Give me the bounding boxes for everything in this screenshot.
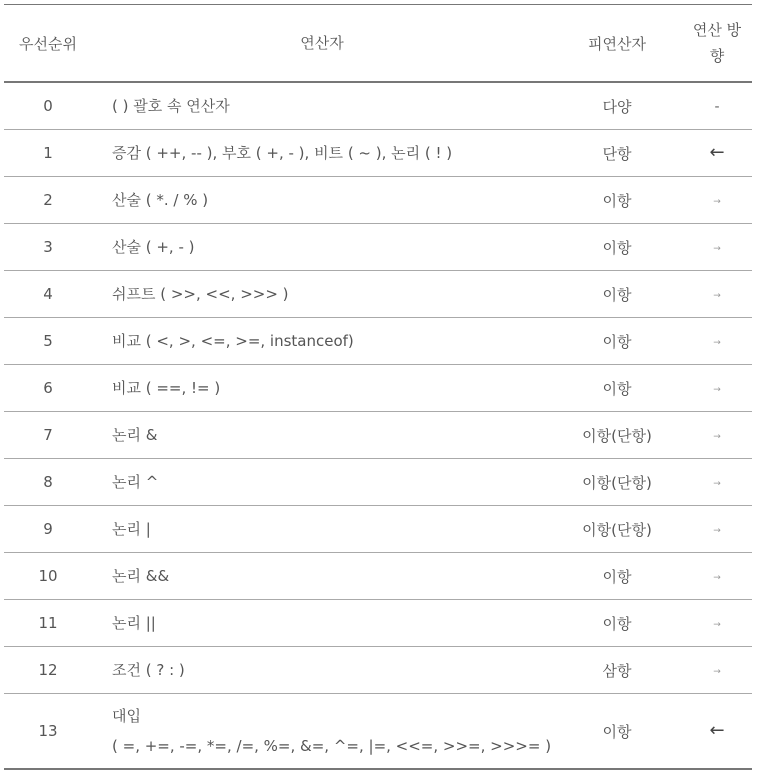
priority-cell: 13 — [38, 722, 58, 740]
direction-cell — [682, 186, 752, 215]
left-arrow-icon: ← — [709, 720, 725, 741]
table-row — [4, 412, 752, 459]
operator-cell — [92, 467, 552, 497]
direction-cell — [682, 656, 752, 685]
priority-cell: 5 — [43, 332, 53, 350]
right-arrow-icon: → — [713, 243, 721, 254]
direction-cell — [682, 718, 752, 744]
operator-cell — [92, 561, 552, 591]
right-arrow-icon: → — [713, 196, 721, 207]
operator-text: 논리 && — [112, 567, 170, 585]
direction-cell — [682, 140, 752, 166]
priority-cell: 10 — [38, 567, 58, 585]
priority-cell: 0 — [43, 97, 53, 115]
operator-text: 논리 ^ — [112, 473, 159, 491]
operand-cell: 이항 — [602, 332, 632, 351]
operator-cell — [92, 373, 552, 403]
operator-cell — [92, 326, 552, 356]
operator-text: 논리 | — [112, 520, 151, 538]
priority-cell: 4 — [43, 285, 53, 303]
operator-text: 대입 — [112, 707, 141, 725]
header-direction-line1: 연산 방 — [692, 21, 742, 39]
operand-cell: 이항 — [602, 285, 632, 304]
table-row — [4, 224, 752, 271]
operator-cell — [92, 91, 552, 121]
priority-cell: 6 — [43, 379, 53, 397]
operand-cell: 이항(단항) — [582, 426, 652, 445]
operand-cell: 이항 — [602, 191, 632, 210]
table-row — [4, 271, 752, 318]
right-arrow-icon: → — [713, 384, 721, 395]
header-operator: 연산자 — [300, 34, 344, 52]
priority-cell: 1 — [43, 144, 53, 162]
right-arrow-icon: → — [713, 525, 721, 536]
operand-cell: 이항(단항) — [582, 520, 652, 539]
operator-text: 논리 || — [112, 614, 156, 632]
priority-cell: 12 — [38, 661, 58, 679]
direction-cell — [682, 233, 752, 262]
direction-cell — [682, 515, 752, 544]
table-row — [4, 177, 752, 224]
right-arrow-icon: → — [713, 290, 721, 301]
operator-cell — [92, 514, 552, 544]
operand-cell: 이항 — [602, 238, 632, 257]
operator-text: 증감 ( ++, -- ), 부호 ( +, - ), 비트 ( ~ ), 논리 ( ! ) — [112, 144, 453, 162]
operator-text: 산술 ( +, - ) — [112, 238, 195, 256]
priority-cell: 7 — [43, 426, 53, 444]
operand-cell: 다양 — [602, 97, 632, 116]
table-row — [4, 459, 752, 506]
dash-icon: - — [714, 98, 720, 115]
operand-cell: 이항(단항) — [582, 473, 652, 492]
priority-cell: 9 — [43, 520, 53, 538]
table-row — [4, 365, 752, 412]
right-arrow-icon: → — [713, 666, 721, 677]
table-row — [4, 694, 752, 770]
operand-cell: 삼항 — [602, 661, 632, 680]
table-body — [4, 83, 752, 770]
operand-cell: 이항 — [602, 614, 632, 633]
direction-cell — [682, 609, 752, 638]
right-arrow-icon: → — [713, 478, 721, 489]
header-operand: 피연산자 — [588, 34, 646, 53]
operand-cell: 이항 — [602, 379, 632, 398]
right-arrow-icon: → — [713, 337, 721, 348]
operator-text: 쉬프트 ( >>, <<, >>> ) — [112, 285, 289, 303]
operator-cell — [92, 655, 552, 685]
operator-precedence-table — [4, 4, 752, 770]
priority-cell: 2 — [43, 191, 53, 209]
left-arrow-icon: ← — [709, 142, 725, 163]
direction-cell — [682, 93, 752, 120]
right-arrow-icon: → — [713, 572, 721, 583]
priority-cell: 3 — [43, 238, 53, 256]
header-priority: 우선순위 — [19, 34, 77, 53]
priority-cell: 11 — [38, 614, 58, 632]
operator-text-line2: ( =, +=, -=, *=, /=, %=, &=, ^=, |=, <<=, >>=, >>>= ) — [112, 737, 552, 755]
table-header-row — [4, 5, 752, 83]
table-row — [4, 318, 752, 365]
table-row — [4, 553, 752, 600]
operator-text: 조건 ( ? : ) — [112, 661, 185, 679]
operator-cell — [92, 279, 552, 309]
operator-text: 논리 & — [112, 426, 158, 444]
direction-cell — [682, 280, 752, 309]
right-arrow-icon: → — [713, 619, 721, 630]
direction-cell — [682, 421, 752, 450]
direction-cell — [682, 468, 752, 497]
operand-cell: 이항 — [602, 567, 632, 586]
operator-cell — [92, 185, 552, 215]
operator-cell — [92, 138, 552, 168]
operator-cell — [92, 232, 552, 262]
table-row — [4, 130, 752, 177]
direction-cell — [682, 374, 752, 403]
table-row — [4, 647, 752, 694]
operand-cell: 이항 — [602, 722, 632, 741]
header-direction-line2: 향 — [709, 47, 725, 65]
operator-cell — [92, 701, 552, 761]
operator-text: ( ) 괄호 속 연산자 — [112, 97, 230, 115]
operator-text: 비교 ( ==, != ) — [112, 379, 221, 397]
table-row — [4, 600, 752, 647]
header-direction — [682, 17, 752, 69]
direction-cell — [682, 562, 752, 591]
operand-cell: 단항 — [602, 144, 632, 163]
operator-text: 비교 ( <, >, <=, >=, instanceof) — [112, 332, 354, 350]
right-arrow-icon: → — [713, 431, 721, 442]
operator-cell — [92, 420, 552, 450]
operator-text: 산술 ( *. / % ) — [112, 191, 209, 209]
priority-cell: 8 — [43, 473, 53, 491]
operator-cell — [92, 608, 552, 638]
table-row — [4, 83, 752, 130]
table-row — [4, 506, 752, 553]
direction-cell — [682, 327, 752, 356]
